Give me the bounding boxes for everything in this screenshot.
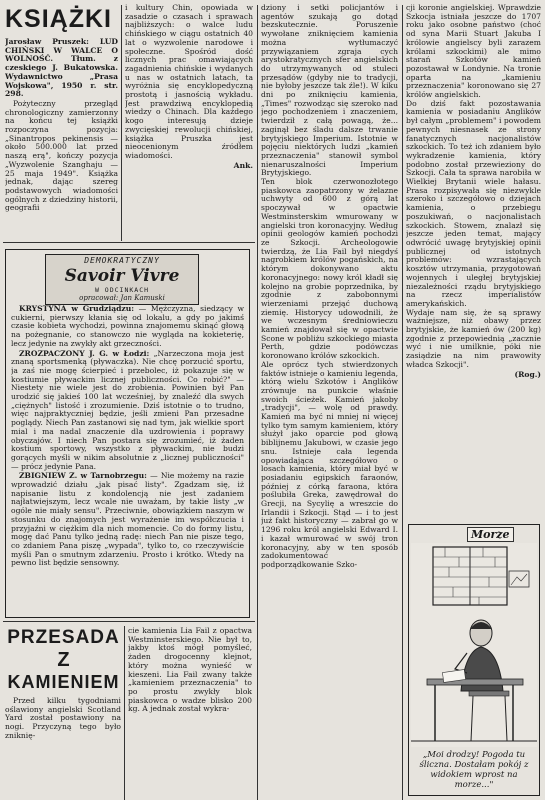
ksiazki-heading: KSIĄŻKI [5, 5, 112, 33]
morze-caption: „Moi drodzy! Pogoda tu śliczna. Dostałam pokój z widokiem wprost na morze..." [419, 750, 529, 790]
savoir-letter: ZBIGNIEW Z. w Tarnobrzegu: — Nie możemy na razie wprowadzić działu „jak pisać listy". Zgadzam się, iż napisanie listu z kondolencją nie jest zadaniem najłatwiejszym, lecz wcale nie uważam, by takie listy „w ogóle nie miały sensu". Przeciwnie, obowiązkiem naszym w stosunku do znajomych jest wyrażenie im współczucia i przyjaźni w ciężkim dla nich momencie. Co do formy listu, mogę dać Panu tylko jedną radę: niech Pan nie pisze tego, co zdaniem Pana piszę „wypada", tylko to, co rzeczywiście myśli Pan o smutnym zdarzeniu. Prosto i krótko. Wtedy na pewno list będzie sensowny. [11, 471, 244, 568]
przesada-col2: cie kamienia Lia Fail z opactwa Westminsterskiego. Nie był to, jakby ktoś mógł pomyśleć, żaden drogocenny klejnot, który można wynieść w kieszeni. Lia Fail zwany także „kamieniem przeznaczenia" to po prostu zwykły blok piaskowca o wadze blisko 200 kg. A jednak został wykra- [128, 627, 252, 714]
savoir-letter: ZROZPACZONY J. G. w Łodzi: „Narzeczona moja jest znaną sportsmenką (pływaczka). Nie chcę porzucić sportu, ja zaś nie mogę ścierpieć i przebolec, iż pokazuje się w kostiumie pływackim licznej publiczności. Co robić?" — Niestety nie wiele jest do zrobienia. Powinien był Pan urodzić się jakieś 100 lat wcześniej, by znaleźć dla swych „ciężnych" listość i zrozumienie. Dziś istotnie o to trudno, więc najpraktyczniej będzie, jeśli zmieni Pan przesadne poglądy. Niech Pan zastanowi się nad tym, jak wielkie sport mial i ma nadal znaczenie dla uzdrowienia i poprawy obyczajów. I niech Pan postara się zrozumieć, iż żaden kostium sportowy, wszystko z pływackim, nie budzi gorących myśli w nikim absolutnie z „licznej publiczności" — prócz jedynie Pana. [11, 348, 244, 471]
ksiazki-signature: Ank. [233, 160, 253, 170]
ksiazki-col2-text: i kultury Chin, opowiada w zasadzie o czasach i sprawach najbliższych: o walce ludu chińskiego w ciągu ostatnich 40 lat o wyzwolenie narodowe i społeczne. Spośród dość licznych prac omawiających zagadnienia chińskie i wydanych u nas w ostatnich latach, ta wyróżnia się encyklopedyczną prostotą i jasnością wykładu. Jest prawdziwą encyklopedią wiedzy o Chinach. Dla każdego kogo interesują dzieje zwycięskiej rewolucji chińskiej, książka Pruszka jest nieocenionym źródłem wiadomości. [125, 4, 253, 160]
przesada-signature: (Rog.) [514, 369, 541, 379]
ksiazki-col1 [5, 38, 118, 238]
savoir-editor: opracował: Jan Kamuski [79, 294, 165, 302]
savoir-sub-label: W ODCINKACH [94, 286, 150, 294]
savoir-vivre-banner [45, 254, 199, 305]
savoir-letter: KRYSTYNA w Grudziądzu: — Mężczyzna, siedzący w cukierni, pierwszy kłania się od lokalu, a gdy po jakimś czasie kobieta wychodzi, powinna znajomemu skinąć głową na pożegnanie, co stanowczo nie wygląda na kokieterię, lecz jedynie na zwykły akt grzeczności. [11, 305, 244, 348]
ksiazki-col2 [125, 4, 253, 240]
savoir-letters [11, 305, 244, 613]
przesada-heading: PRZESADA Z KAMIENIEM [7, 627, 120, 692]
morze-title: Morze [467, 527, 514, 542]
ksiazki-review-header: Jarosław Pruszek: LUD CHIŃSKI W WALCE O WOLNOŚĆ. Tłum. z czeskiego J. Bukatowska. Wydawnictwo „Prasa Wojskowa", 1950 r. str. 298. [5, 38, 118, 99]
cartoon-drawing [409, 541, 539, 749]
savoir-top-label: DEMOKRATYCZNY [84, 256, 160, 265]
ksiazki-col1-text: Pożyteczny przegląd chronologiczny zamierzonny na końcu tej książki rozpoczyna pozycja: „Sinantropos pekinensis — około 500.000 lat przed naszą erą", kończy pozycja „Wyzwolenie Szanghaju — 25 maja 1949". Książka jednak, dając szereg podstawowych wiadomości ogólnych z dziedziny historii, geografii [5, 98, 118, 213]
przesada-intro: Przed kilku tygodniami oślawiony angielski Scotland Yard został postawiony na nogi. Przyczyną tego było zniknię- [5, 697, 121, 740]
morze-cartoon [408, 524, 540, 796]
przesada-col3: dziony i setki policjantów i agentów szukają go dotąd bezskutecznie. Poruszenie wywołane zniknięciem kamienia można wytłumaczyć przywiązaniem zgraja cych arystokratycznych sfer angielskich do utrzymywanych od stuleci przesądów (gdyby nie to tradycji, nie byłoby jeszcze tak źle!). W kiku dni po zniknięciu kamienia, „Times" rozwodząc się szeroko nad jego pochodzeniem i znaczeniem, twierdził z całą powagą, że... zaginął bez śladu dalsze trwanie brytyjskiego Imperium. Istotnie w pojęciu niektórych ludzi „kamień przeznaczenia" stanowił symbol nienaruszalności Imperium Brytyjskiego. Ten blok czerwonozłotego piaskowca zaopatrzony w żelazne uchwyty od 600 z górą lat spoczywał w opactwie Westminsterskim wmurowany w angielski tron koronacyjny. Według opinii geologów kamień pochodzi ze Szkocji. Archeologowie twierdzą, że Lia Fail był niegdyś nagrobkiem królów pogańskich, na którym dokonywano aktu koronacyjnego: nowy król kładł się kolejno na grobie poprzednika, by zgodnie z zabobonnymi wierzeniami przejąć duchową ziemię. Historycy udowodnili, że we wczesnym średniowieczu kamień znajdował się w opactwie Scone w pobliżu szkockiego miasta Perth, gdzie podówczas koronowano królów szkockich. Ale oprócz tych stwierdzonych faktów istnieje o kamieniu legenda, którą wielu Szkotów i Anglików zrównuje na punkcie właśnie swoich ścieżek. Kamień jakoby „tradycji", — wolę od prawdy. Kamień ma być ni mniej ni więcej tylko tym samym kamieniem, który służył jako oparcie pod głową biblijnemu Jakubowi, w czasie jego snu. Istnieje cała legenda opowiadająca szczegółowo o losach kamienia, który miał być w posiadaniu egipskich faraonów, później z córką faraona, która poślubiła Greka, zawędrował do Grecji, na Sycylię a wreszcie do Irlandii i Szkocji. Stąd — i to jest już fakt historyczny — zabrał go w 1296 roku król angielski Edward I. i kazał wmurować w swój tron koronacyjny, aby w ten sposób zadokumentować podporządkowanie Szko- [261, 4, 398, 569]
savoir-logo: Savoir Vivre [64, 266, 180, 286]
przesada-col4: cji koronie angielskiej. Wprawdzie Szkocja istniała jeszcze do 1707 roku jako osobne państwo (choć od syna Marii Stuart Jakuba I królowie angielscy byli zarazem królami szkockimi) ale mimo starań Szkotów kamień pozostawał w Londynie. Na tronie oparta na „kamieniu przeznaczenia" koronowano się 27 królów angielskich. Do dziś fakt pozostawania kamienia w posiadaniu Anglików był całym „problemem" i powodem pewnych niesnasek ze strony fanatycznych nacjonalistów szkockich. To też ich zdaniem było wykradzenie kamienia, który podobno został przewieziony do Szkocji. Cała ta sprawa narobiła w Wielkiej Brytanii wiele hałasu. Prasa rozpisywała się niezwykle szeroko i szczegółowo o dziejach kamienia, o przebiegu poszukiwań, o nacjonalistach szkockich. Stowem, znalazł się jeszcze jeden temat, mający odwrócić uwagę brytyjskiej opinii publicznej od istotnych problemów: wzrastających kosztów utrzymania, przygotowań wojennych i uległej brytyjskiej niezależności rządu brytyjskiego na rzecz imperialistów amerykańskich. Wydaje nam się, że są sprawy ważniejsze, niż obawy przez brytyjskie, że kamień ów (200 kg) zgodnie z przepowiednią „zacznie wyć i nie umilknie, póki nie zasiądzie na nim prawowity władca Szkocji". (Rog.) [406, 4, 541, 379]
